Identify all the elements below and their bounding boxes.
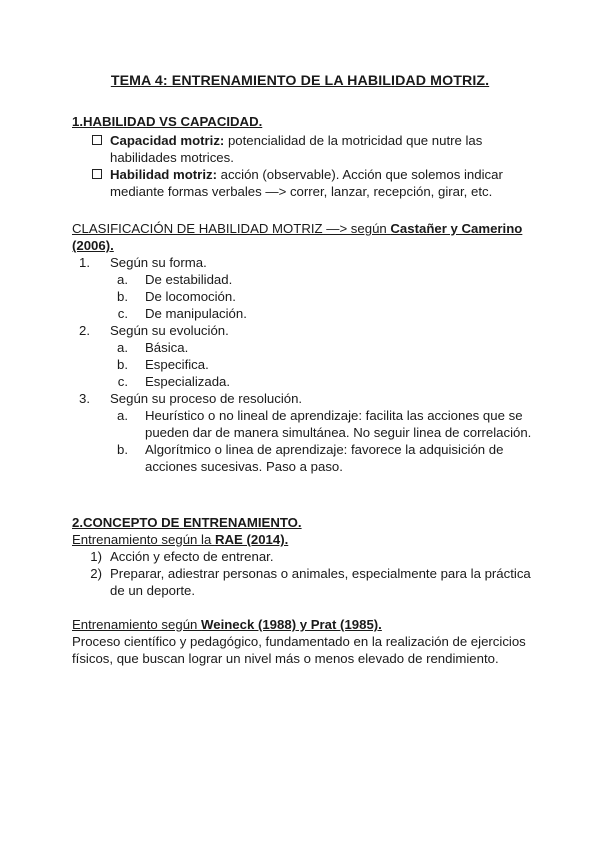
section-clasificacion xyxy=(72,220,542,475)
definition: potencialidad de la motricidad que nutre las habilidades motrices. xyxy=(110,133,483,165)
list-item: 2. Según su evolución. xyxy=(79,323,229,338)
list-item: c. Especializada. xyxy=(117,374,231,389)
checkbox-icon xyxy=(92,169,102,179)
weineck-definition-title: Entrenamiento según Weineck (1988) y Prat (1985). xyxy=(72,617,382,632)
source: RAE (2014). xyxy=(214,532,289,547)
section-heading: 1.HABILIDAD VS CAPACIDAD. xyxy=(72,114,263,129)
list-item: 3. Según su proceso de resolución. xyxy=(79,391,303,406)
list-item: b. De locomoción. xyxy=(117,289,236,304)
list-item xyxy=(72,132,542,166)
list-item: c. De manipulación. xyxy=(117,306,247,321)
authors: Castañer y Camerino (2006). xyxy=(72,221,523,253)
source: Weineck (1988) y Prat (1985). xyxy=(201,617,382,632)
list-item xyxy=(72,166,542,200)
definition: acción (observable). Acción que solemos indicar mediante formas verbales —> correr, lanzar, recepción, girar, etc. xyxy=(110,167,503,199)
section-weineck-definition xyxy=(72,616,542,667)
list-item: b. Especifica. xyxy=(117,357,209,372)
classification-title: CLASIFICACIÓN DE HABILIDAD MOTRIZ —> según Castañer y Camerino (2006). xyxy=(72,221,523,253)
page-title: TEMA 4: ENTRENAMIENTO DE LA HABILIDAD MOTRIZ. xyxy=(110,73,490,89)
checkbox-icon xyxy=(92,135,102,145)
term: Capacidad motriz: xyxy=(110,133,225,148)
definition-paragraph: Proceso científico y pedagógico, fundamentado en la realización de ejercicios físicos, que buscan lograr un nivel más o menos elevado de rendimiento. xyxy=(72,634,526,666)
list-item: b. Algorítmico o linea de aprendizaje: favorece la adquisición de acciones sucesivas. Paso a paso. xyxy=(117,442,504,474)
list-item: a. Básica. xyxy=(117,340,189,355)
section-concepto-entrenamiento xyxy=(72,514,542,599)
list-item: a. De estabilidad. xyxy=(117,272,233,287)
list-item: a. Heurístico o no lineal de aprendizaje: facilita las acciones que se pueden dar de manera simultánea. No seguir linea de correlación. xyxy=(117,408,532,440)
section-heading: 2.CONCEPTO DE ENTRENAMIENTO. xyxy=(72,515,302,530)
section-habilidad-vs-capacidad xyxy=(72,113,542,200)
list-item: 2) Preparar, adiestrar personas o animales, especialmente para la práctica de un deporte. xyxy=(90,566,531,598)
term: Habilidad motriz: xyxy=(110,167,217,182)
list-item: 1) Acción y efecto de entrenar. xyxy=(90,549,274,564)
rae-definition-title: Entrenamiento según la RAE (2014). xyxy=(72,532,289,547)
list-item: 1. Según su forma. xyxy=(79,255,207,270)
